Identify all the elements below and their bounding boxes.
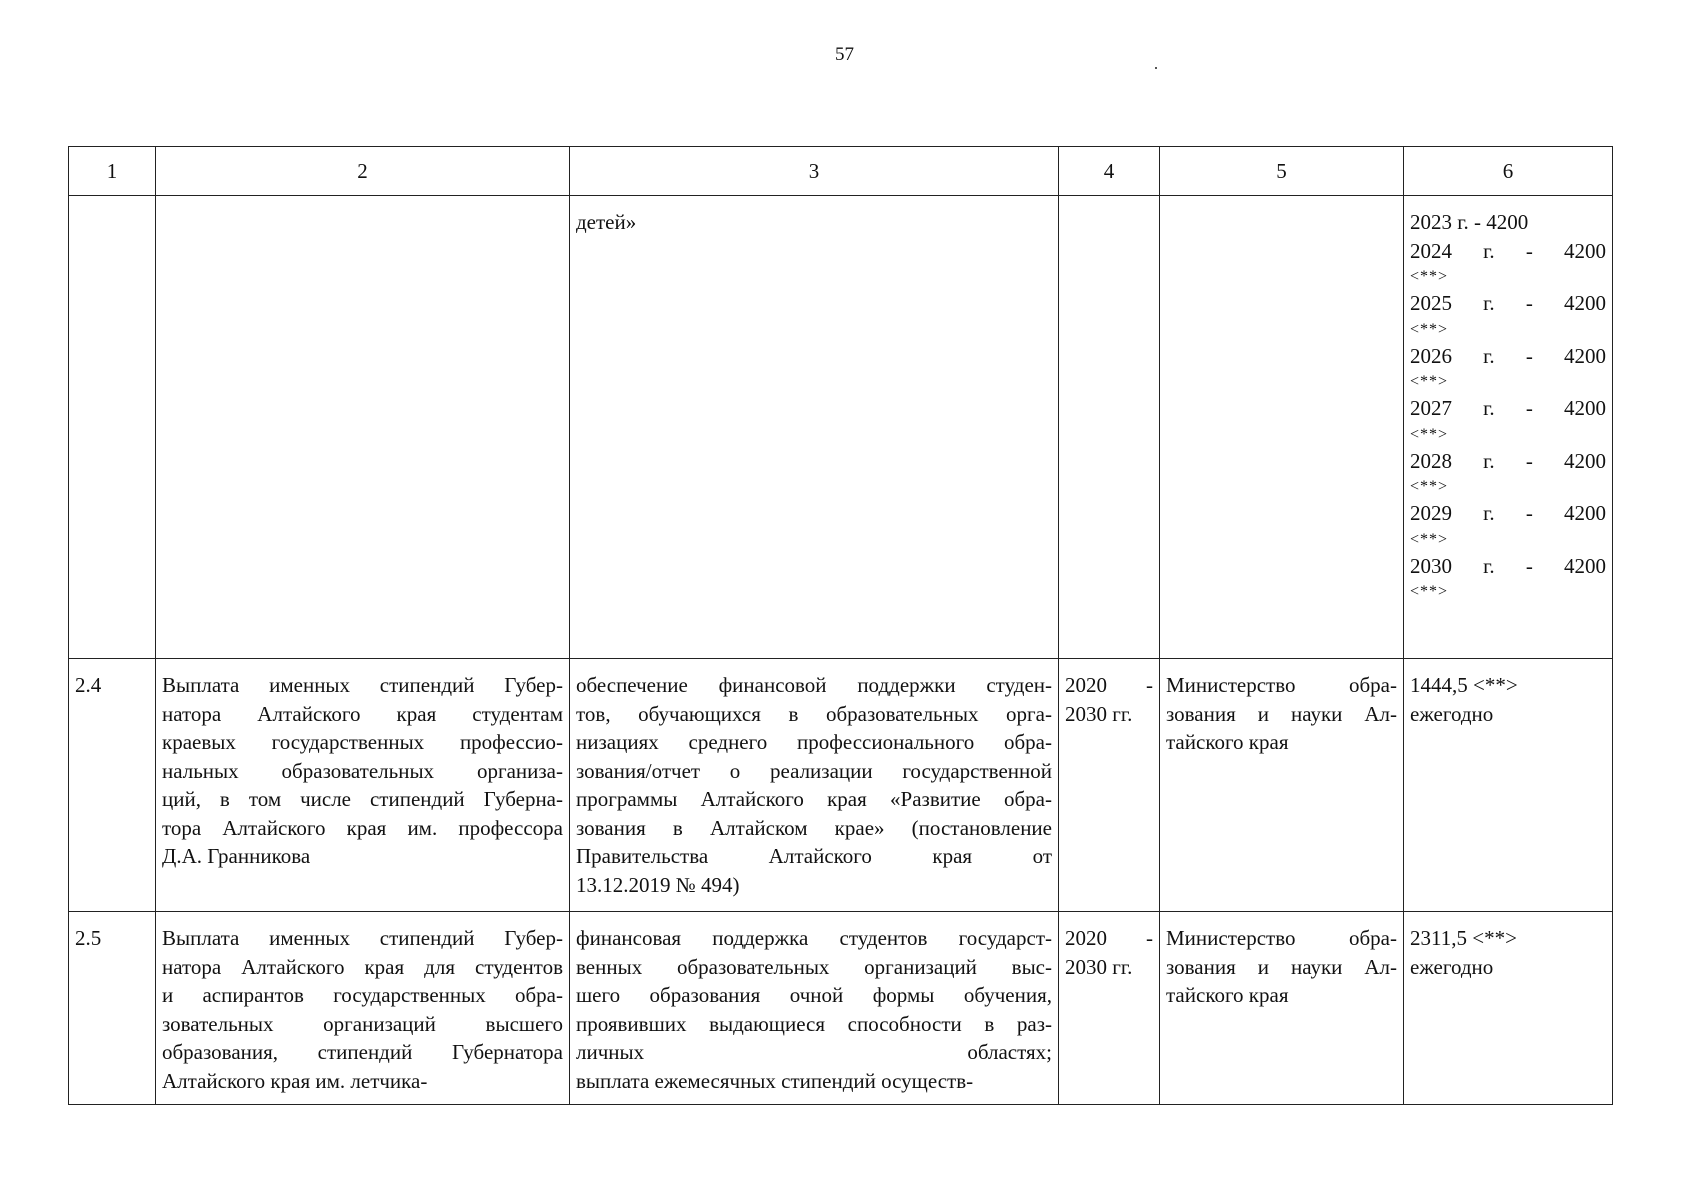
text-line: зования/отчет о реализации государственной	[576, 758, 1052, 783]
period-start: 2020 -	[1065, 673, 1153, 697]
funding-period: ежегодно	[1410, 954, 1494, 979]
funding-year: 2029	[1410, 501, 1452, 525]
funding-period: ежегодно	[1410, 701, 1494, 726]
funding-value: 4200	[1563, 343, 1606, 368]
text-line: Алтайского края им. летчика-	[162, 1068, 428, 1093]
header-cell-2: 2	[156, 147, 570, 196]
text-line: личных областях;	[576, 1040, 1052, 1064]
text-line: тора Алтайского края им. профессора	[162, 815, 563, 840]
funding-year: 2024	[1410, 238, 1452, 263]
text-line: краевых государственных профессио-	[162, 730, 563, 754]
header-cell-6: 6	[1404, 147, 1613, 196]
funding-dash: -	[1525, 448, 1533, 473]
text-line: Д.А. Гранникова	[162, 844, 311, 868]
cell-executor	[1160, 912, 1404, 1105]
text-line: тайского края	[1166, 730, 1289, 754]
cell-result	[570, 912, 1059, 1105]
measure-text	[162, 924, 563, 1095]
cell-measure	[156, 196, 570, 659]
funding-year-line	[1410, 342, 1606, 371]
text-line: нальных образовательных организа-	[162, 758, 563, 783]
text-line: проявивших выдающиеся способности в раз-	[576, 1011, 1052, 1036]
funding-value: 4200	[1563, 448, 1606, 473]
header-cell-3: 3	[570, 147, 1059, 196]
footnote-mark: <**>	[1410, 425, 1449, 443]
result-text	[576, 924, 1052, 1095]
funding-value: 2311,5 <**>	[1410, 926, 1517, 950]
funding-g: г.	[1483, 501, 1495, 525]
funding-dash: -	[1525, 553, 1533, 578]
funding-year: 2028	[1410, 448, 1452, 473]
footnote-mark: <**>	[1410, 583, 1449, 600]
cell-funding	[1404, 196, 1613, 659]
funding-year-line	[1410, 394, 1606, 423]
funding-dash: -	[1525, 291, 1533, 315]
funding-year-line	[1410, 289, 1606, 318]
header-cell-1: 1	[69, 147, 156, 196]
text-line: ций, в том числе стипендий Губерна-	[162, 787, 563, 811]
scan-speck	[1155, 67, 1157, 69]
cell-period	[1059, 912, 1160, 1105]
executor-text	[1166, 924, 1397, 1010]
period-start: 2020 -	[1065, 926, 1153, 950]
page-number: 57	[835, 44, 854, 65]
text-line: образования, стипендий Губернатора	[162, 1040, 563, 1064]
text-line: обеспечение финансовой поддержки студен-	[576, 673, 1052, 697]
funding-value: 1444,5 <**>	[1410, 673, 1518, 697]
cell-num	[69, 196, 156, 659]
text-line: программы Алтайского края «Развитие обра-	[576, 787, 1052, 811]
funding-g: г.	[1483, 396, 1495, 420]
table-row	[69, 912, 1613, 1105]
cell-funding	[1404, 659, 1613, 912]
funding-dash: -	[1525, 501, 1533, 525]
footnote-mark: <**>	[1410, 373, 1449, 390]
funding-g: г.	[1483, 553, 1495, 578]
period-end: 2030 гг.	[1065, 701, 1133, 726]
text-line: зования и науки Ал-	[1166, 954, 1397, 979]
text-line: выплата ежемесячных стипендий осуществ-	[576, 1068, 974, 1093]
funding-dash: -	[1525, 238, 1533, 263]
text-line: шего образования очной формы обучения,	[576, 983, 1052, 1007]
funding-year: 2025	[1410, 291, 1452, 315]
funding-dash: -	[1525, 396, 1533, 420]
funding-year: 2030	[1410, 553, 1452, 578]
header-cell-5: 5	[1160, 147, 1404, 196]
text-line: Министерство обра-	[1166, 926, 1397, 950]
funding-year: 2026	[1410, 343, 1452, 368]
text-line: венных образовательных организаций выс-	[576, 954, 1052, 979]
funding-value: 4200	[1563, 291, 1606, 315]
executor-text	[1166, 671, 1397, 757]
text-line: Выплата именных стипендий Губер-	[162, 673, 563, 697]
funding-year-line	[1410, 447, 1606, 476]
funding-year-line	[1410, 237, 1606, 266]
cell-period	[1059, 196, 1160, 659]
text-line: финансовая поддержка студентов государст-	[576, 926, 1052, 950]
funding-value: 4200	[1563, 501, 1606, 525]
footnote-mark: <**>	[1410, 268, 1449, 285]
text-line: и аспирантов государственных обра-	[162, 983, 563, 1007]
result-text	[576, 671, 1052, 899]
text-line: зования в Алтайском крае» (постановление	[576, 815, 1052, 840]
funding-year: 2027	[1410, 396, 1452, 420]
footnote-mark: <**>	[1410, 320, 1449, 338]
funding-line: 2023 г. - 4200	[1410, 210, 1529, 234]
text-line: Правительства Алтайского края от	[576, 844, 1052, 868]
cell-funding	[1404, 912, 1613, 1105]
funding-value: 4200	[1563, 396, 1606, 420]
cell-measure	[156, 912, 570, 1105]
funding-g: г.	[1483, 448, 1495, 473]
cell-result	[570, 659, 1059, 912]
cell-measure	[156, 659, 570, 912]
text-line: натора Алтайского края студентам	[162, 701, 563, 726]
program-table	[68, 146, 1613, 1105]
text-line: зования и науки Ал-	[1166, 701, 1397, 726]
cell-executor	[1160, 659, 1404, 912]
header-row	[69, 147, 1613, 196]
measure-text	[162, 671, 563, 871]
table-row-continuation	[69, 196, 1613, 659]
text-line: тов, обучающихся в образовательных орга-	[576, 701, 1052, 726]
cell-num: 2.5	[69, 912, 156, 1105]
footnote-mark: <**>	[1410, 478, 1449, 495]
text-line: низациях среднего профессионального обра-	[576, 730, 1052, 754]
cell-num: 2.4	[69, 659, 156, 912]
funding-value: 4200	[1563, 238, 1606, 263]
funding-year-line	[1410, 552, 1606, 581]
footnote-mark: <**>	[1410, 530, 1449, 548]
text-line: 13.12.2019 № 494)	[576, 872, 740, 897]
text-line: Выплата именных стипендий Губер-	[162, 926, 563, 950]
funding-year-list	[1410, 237, 1606, 605]
cell-period	[1059, 659, 1160, 912]
funding-g: г.	[1483, 238, 1495, 263]
funding-g: г.	[1483, 343, 1495, 368]
table-row	[69, 659, 1613, 912]
text-line: натора Алтайского края для студентов	[162, 954, 563, 979]
cell-result: детей»	[570, 196, 1059, 659]
period-end: 2030 гг.	[1065, 954, 1133, 979]
funding-dash: -	[1525, 343, 1533, 368]
text-line: зовательных организаций высшего	[162, 1011, 563, 1036]
cell-executor	[1160, 196, 1404, 659]
funding-g: г.	[1483, 291, 1495, 315]
funding-value: 4200	[1563, 553, 1606, 578]
text-line: Министерство обра-	[1166, 673, 1397, 697]
text-line: тайского края	[1166, 983, 1289, 1007]
header-cell-4: 4	[1059, 147, 1160, 196]
funding-year-line	[1410, 499, 1606, 528]
